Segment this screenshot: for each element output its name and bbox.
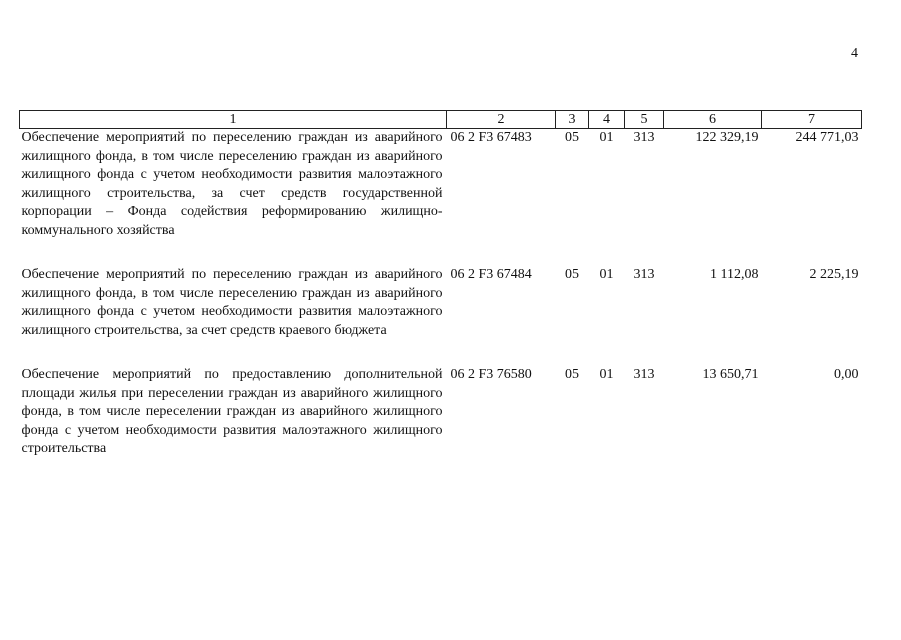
row-amount-col6: 122 329,19 <box>695 130 759 145</box>
row-description: Обеспечение мероприятий по предоставлению дополнительной площади жилья при переселении граждан из аварийного жилищного фонда, в том числе переселении граждан из аварийного жилищного фонда с учетом необходимости развития малоэтажного жилищного строительства <box>21 367 443 456</box>
row-expense-type: 313 <box>633 130 655 145</box>
table-row <box>20 366 862 459</box>
row-section: 05 <box>565 267 579 282</box>
row-subsection: 01 <box>599 367 614 382</box>
row-spacer <box>20 340 862 366</box>
column-header-7: 7 <box>762 111 862 129</box>
column-number-row <box>20 111 862 129</box>
row-code: 06 2 F3 67483 <box>450 130 532 145</box>
column-header-5: 5 <box>625 111 664 129</box>
row-subsection: 01 <box>599 267 614 282</box>
table-header <box>20 111 862 129</box>
row-description: Обеспечение мероприятий по переселению граждан из аварийного жилищного фонда, в том числе переселению граждан из аварийного жилищного фонда с учетом необходимости развития малоэтажного жилищного строительства, за счет средств государственной корпорации – Фонда содействия реформированию жилищно-коммунального хозяйства <box>21 130 443 238</box>
row-section: 05 <box>565 367 579 382</box>
column-header-6: 6 <box>664 111 762 129</box>
column-header-4: 4 <box>589 111 625 129</box>
row-amount-col6: 13 650,71 <box>702 367 759 382</box>
page-number: 4 <box>851 46 858 61</box>
spacer-cell <box>20 240 862 266</box>
row-code: 06 2 F3 67484 <box>450 267 532 282</box>
column-header-3: 3 <box>556 111 589 129</box>
row-amount-col7: 2 225,19 <box>809 267 859 282</box>
row-section: 05 <box>565 130 579 145</box>
row-subsection: 01 <box>599 130 614 145</box>
row-amount-col7: 0,00 <box>834 367 859 382</box>
column-header-1: 1 <box>20 111 447 129</box>
spacer-cell <box>20 340 862 366</box>
row-amount-col6: 1 112,08 <box>710 267 759 282</box>
row-description: Обеспечение мероприятий по переселению граждан из аварийного жилищного фонда, в том числе переселению граждан из аварийного жилищного фонда с учетом необходимости развития малоэтажного жилищного строительства, за счет средств краевого бюджета <box>21 267 443 338</box>
row-code: 06 2 F3 76580 <box>450 367 532 382</box>
budget-table <box>19 110 862 459</box>
row-expense-type: 313 <box>633 367 655 382</box>
column-header-2: 2 <box>447 111 556 129</box>
table-body <box>20 129 862 459</box>
row-expense-type: 313 <box>633 267 655 282</box>
table-row <box>20 129 862 241</box>
table-row <box>20 266 862 340</box>
row-amount-col7: 244 771,03 <box>795 130 859 145</box>
row-spacer <box>20 240 862 266</box>
